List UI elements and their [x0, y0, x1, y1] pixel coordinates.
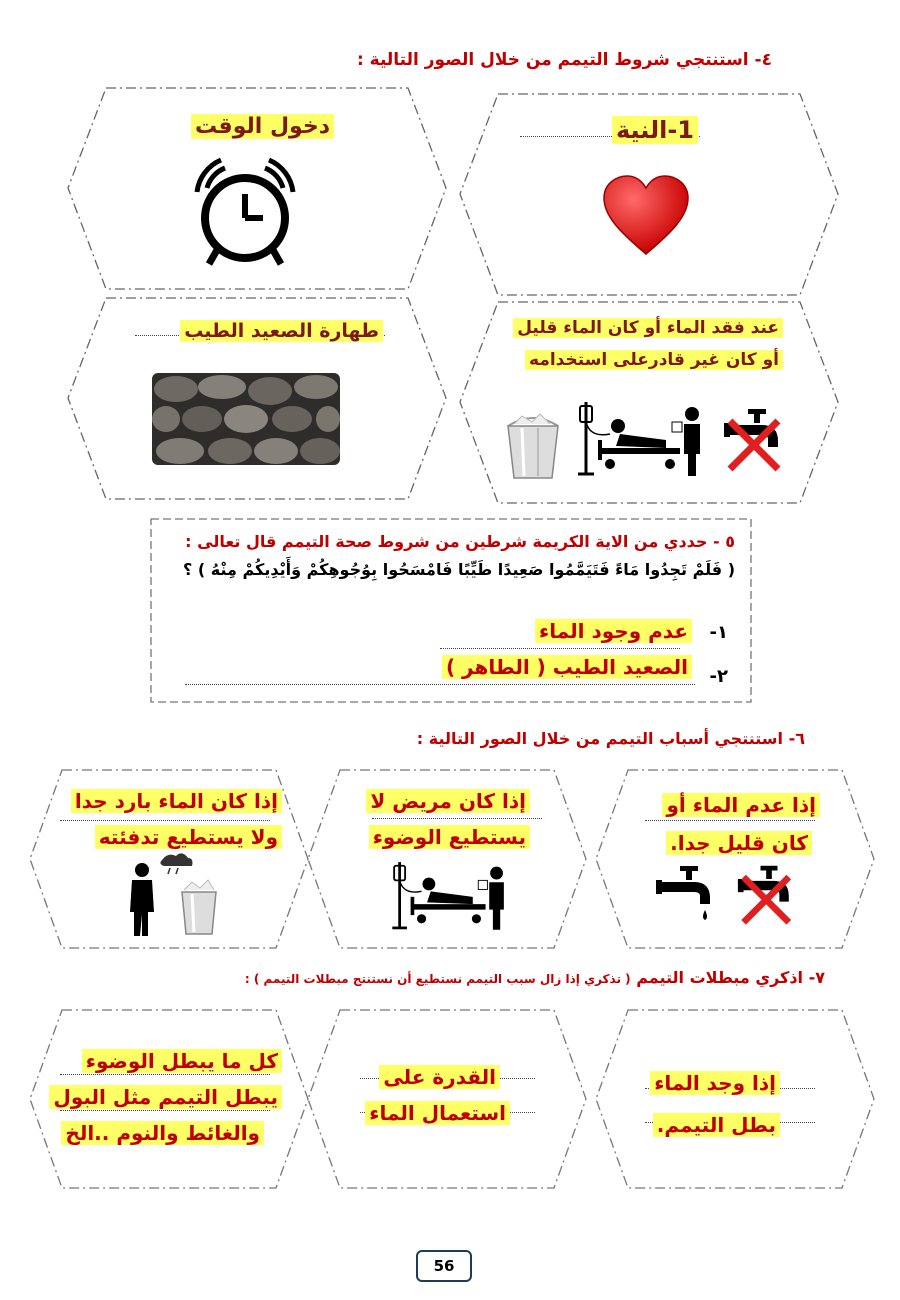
q5-answer2: الصعيد الطيب ( الطاهر ) [442, 650, 692, 684]
alarm-clock-icon [185, 150, 305, 270]
q5-title: ٥ - حددي من الاية الكريمة شرطين من شروط صحة التيمم قال تعالى : [185, 532, 735, 551]
q4-card4-answer: طهارة الصعيد الطيب [180, 314, 383, 348]
q6-card3-line1: إذا كان الماء بارد جدا [71, 784, 282, 818]
q7-card2-line1: القدرة على [379, 1060, 500, 1094]
q6-card2-line2: يستطيع الوضوء [369, 820, 530, 854]
q4-card1-answer: 1-النية [612, 113, 698, 147]
answer-line [185, 684, 695, 685]
heart-icon [600, 172, 692, 258]
q7-card1-line1: إذا وجد الماء [650, 1066, 780, 1100]
q6-card1-line1: إذا عدم الماء أو [662, 788, 820, 822]
q5-answer1: عدم وجود الماء [535, 614, 692, 648]
q7-title-note: ( تذكري إذا زال سبب التيمم نستطيع أن نستنتج مبطلات التيمم ) : [244, 972, 631, 986]
patient-bed-icon [385, 858, 513, 932]
patient-bed-icon [570, 398, 710, 478]
page-number: 56 [416, 1250, 472, 1282]
q7-card3-line2: يبطل التيمم مثل البول [49, 1080, 282, 1114]
q7-card3-line1: كل ما يبطل الوضوء [82, 1044, 282, 1078]
q4-card3-line1: عند فقد الماء أو كان الماء قليل [513, 313, 783, 343]
q4-title: ٤- استنتجي شروط التيمم من خلال الصور التالية : [356, 50, 772, 70]
answer-line [440, 648, 680, 649]
stones-image [152, 373, 340, 465]
q4-card2-answer: دخول الوقت [191, 110, 334, 144]
q7-card2-line2: استعمال الماء [365, 1096, 510, 1130]
q5-num1: ١- [709, 622, 728, 643]
q6-card2-line1: إذا كان مريض لا [366, 784, 530, 818]
q6-card1-line2: كان قليل جدا. [666, 826, 812, 860]
q7-title-main: ٧- اذكري مبطلات التيمم [636, 968, 825, 987]
faucet-dripping-icon [654, 862, 718, 928]
q5-num2: ٢- [709, 666, 728, 687]
bucket-icon [502, 410, 564, 482]
q6-card3-line2: ولا يستطيع تدفئته [95, 820, 282, 854]
q7-card1-line2: بطل التيمم. [653, 1108, 780, 1142]
q6-title: ٦- استنتجي أسباب التيمم من خلال الصور التالية : [416, 729, 805, 748]
q4-card3-line2: أو كان غير قادرعلى استخدامه [525, 345, 783, 375]
q5-verse: ( فَلَمْ تَجِدُوا مَاءً فَتَيَمَّمُوا صَعِيدًا طَيِّبًا فَامْسَحُوا بِوُجُوهِكُمْ وَأَيْدِيكُمْ مِنْهُ ) ؟ [183, 560, 735, 579]
faucet-crossed-icon [722, 405, 792, 475]
cold-person-icon [122, 852, 222, 938]
q7-card3-line3: والغائط والنوم ..الخ [61, 1116, 264, 1150]
answer-line [372, 818, 542, 819]
q7-title [245, 968, 825, 987]
faucet-crossed-icon [735, 862, 803, 928]
